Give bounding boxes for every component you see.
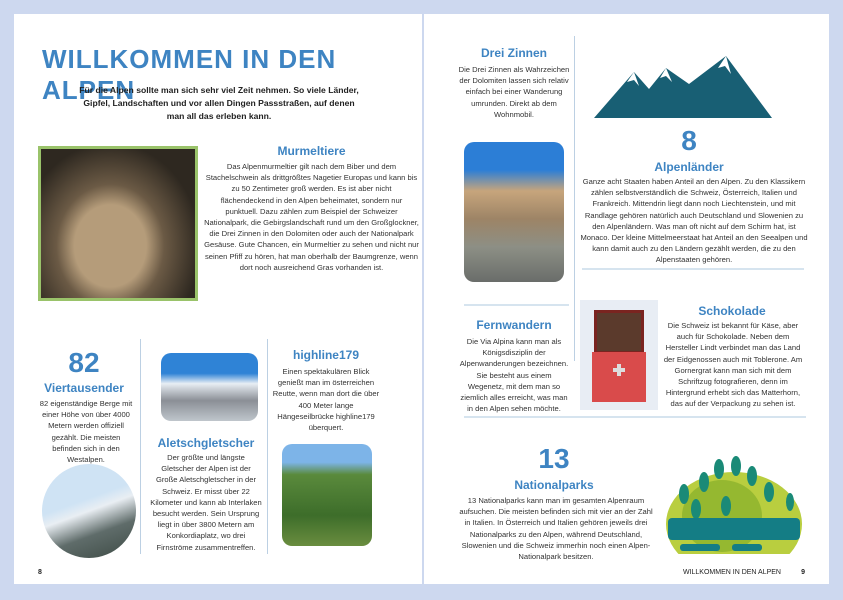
bridge-photo: [282, 444, 372, 546]
murmeltiere-heading: Murmeltiere: [277, 144, 346, 158]
running-head: WILLKOMMEN IN DEN ALPEN: [682, 569, 781, 576]
viertausender-text: 82 eigenständige Berge mit einer Höhe von über 4000 Metern werden offiziell gezählt. Die meisten befinden sich in den Westalpen.: [39, 399, 133, 465]
nationalparks-number: 13: [538, 443, 570, 474]
statue-photo: [42, 464, 136, 558]
intro-text: Für die Alpen sollte man sich sehr viel Zeit nehmen. So viele Länder, Gipfel, Landschaften und vor allen Dingen Passstraßen, auf denen man all das erleben kann.: [79, 85, 359, 121]
nationalparks-heading: Nationalparks: [514, 478, 594, 492]
highline-text: Einen spektakulären Blick genießt man im österreichen Reutte, wenn man dort die über 400 Meter lange Hängeseilbrücke highline179 überquert.: [272, 367, 380, 433]
page-number-left: 8: [38, 569, 42, 576]
fernwandern-text: Die Via Alpina kann man als Königsdisziplin der Alpenwanderungen bezeichnen. Sie besteht aus einem Wegenetz, mit dem man so ziemlich alles erreicht, was man in den Alpen sehen möchte.: [459, 337, 569, 414]
glacier-photo: [161, 353, 258, 421]
schokolade-text: Die Schweiz ist bekannt für Käse, aber auch für Schokolade. Neben dem Hersteller Lindt verbindet man das Land der Eidgenossen auch mit Toblerone. Am Gornergrat kann man sich mit dem Schriftzug fotografieren, denn im Hintergrund erhebt sich das Matterhorn, das auf der Verpackung zu sehen ist.: [663, 321, 803, 409]
right-page: [424, 14, 829, 584]
aletsch-heading: Aletschgletscher: [157, 436, 255, 450]
alpenlaender-number: 8: [681, 125, 697, 156]
page-title: WILLKOMMEN IN DEN ALPEN: [42, 44, 337, 105]
aletsch-text: Der größte und längste Gletscher der Alpen ist der Große Aletschgletscher in der Schweiz. Er misst über 22 Kilometer und kann ab Interlaken besucht werden. Sein Ursprung liegt in über 3800 Metern am Konkordiaplatz, wo drei Firnströme zusammentreffen.: [150, 453, 262, 552]
fernwandern-heading: Fernwandern: [476, 318, 552, 332]
murmeltiere-text: Das Alpenmurmeltier gilt nach dem Biber und dem Stachelschwein als drittgrößtes Nagetier Europas und kann bis zu 50 Zentimeter groß werden. Es ist aber nicht flächendeckend in den Alpen beheimatet, sondern nur punktuell. Dazu zählen zum Beispiel der Schweizer Nationalpark, die Gebirgslandschaft rund um den Großglockner, die Drei Zinnen in den Dolomiten oder auch der Nationalpark Gesäuse. Gute Chancen, ein Murmeltier zu sehen und nicht nur seinen Pfiff zu hören, hat man oberhalb der Baumgrenze, wenn dort noch ausreichend Gras vorhanden ist.: [204, 162, 419, 272]
drei-zinnen-photo: [464, 142, 564, 282]
left-page: [14, 14, 422, 584]
alpenlaender-heading: Alpenländer: [654, 160, 724, 174]
drei-zinnen-text: Die Drei Zinnen als Wahrzeichen der Dolomiten lassen sich relativ einfach bei einer Wanderung umrunden. Direkt ab dem Wohnmobil.: [458, 65, 570, 119]
mountain-icon: [594, 54, 774, 120]
viertausender-heading: Viertausender: [44, 381, 124, 395]
nationalparks-text: 13 Nationalparks kann man im gesamten Alpenraum aufsuchen. Die meisten befinden sich mit vier an der Zahl in Italien. In Österreich und Italien gehören jeweils drei Nationalparks zu den Alpen, während Deutschland, Slowenien und die Schweiz immerhin noch einen Alpen-Nationalpark besitzen.: [459, 496, 653, 562]
viertausender-number: 82: [68, 347, 100, 378]
chocolate-box-image: [580, 300, 658, 410]
drei-zinnen-heading: Drei Zinnen: [480, 46, 547, 60]
schokolade-heading: Schokolade: [698, 304, 766, 318]
forest-lake-icon: [664, 454, 804, 554]
alpenlaender-text: Ganze acht Staaten haben Anteil an den Alpen. Zu den Klassikern zählen selbstverständlich die Schweiz, Österreich, Italien und Frankreich. Mittendrin liegt dann noch Liechtenstein, und mit Randlage gehören natürlich auch Deutschland und Slowenien zu den Alpenländern. Was man oft nicht auf dem Schirm hat, ist Monaco. Der kleine Mittelmeerstaat hat Anteil an den Seealpen und kann damit auch zu den Ländern gezählt werden, die zu den Alpenstaaten gehören.: [580, 177, 808, 265]
marmot-photo: [38, 146, 198, 301]
highline-heading: highline179: [292, 348, 360, 362]
page-number-right: 9: [801, 569, 805, 576]
